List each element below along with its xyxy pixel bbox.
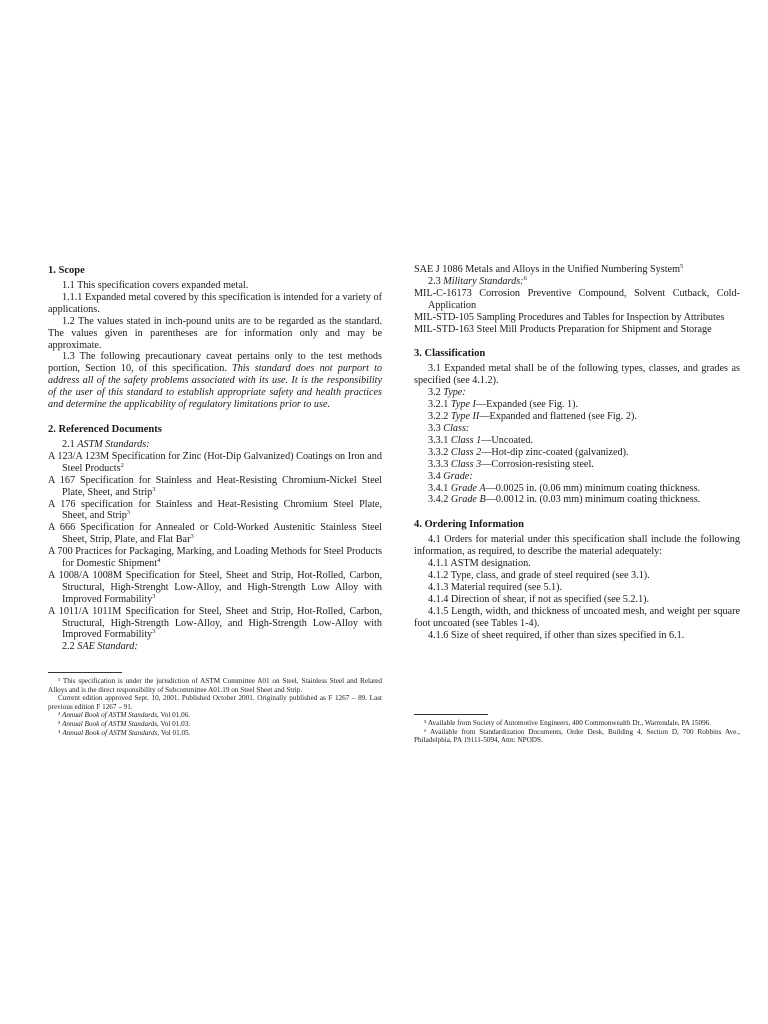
paragraph-3-2: 3.2 Type: xyxy=(428,387,466,399)
footnotes-left xyxy=(48,672,382,737)
paragraph-3-1: 3.1 Expanded metal shall be of the following types, classes, and grades as specified (see 4.1.2). xyxy=(414,363,740,387)
section-heading-ordering-information: 4. Ordering Information xyxy=(414,519,524,531)
paragraph-1-2: 1.2 The values stated in inch-pound units are to be regarded as the standard. The values given in parentheses are for information only and may be approximate. xyxy=(48,315,382,351)
ordering-item: 4.1.3 Material required (see 5.1). xyxy=(428,581,563,593)
sae-standard-label: 2.2 SAE Standard: xyxy=(62,641,138,653)
paragraph-3-2-1: 3.2.1 Type I—Expanded (see Fig. 1). xyxy=(428,399,579,411)
ordering-item: 4.1.6 Size of sheet required, if other than sizes specified in 6.1. xyxy=(428,629,685,641)
paragraph-3-3: 3.3 Class: xyxy=(428,422,470,434)
reference-item: A 167 Specification for Stainless and Heat-Resisting Chromium-Nickel Steel Plate, Sheet, and Strip$^3$ xyxy=(48,474,382,498)
footnote-divider xyxy=(48,672,122,673)
paragraph-3-3-1: 3.3.1 Class 1—Uncoated. xyxy=(428,434,533,446)
safety-caveat: This standard does not purport to address all of the safety problems associated with its use. It is the responsibility of the user of this standard to establish appropriate safety and health practices and determine the applicability of regulatory limitations prior to use. xyxy=(48,363,382,411)
paragraph-3-4: 3.4 Grade: xyxy=(428,470,473,482)
paragraph-1-3 xyxy=(48,351,382,411)
paragraph-3-4-1: 3.4.1 Grade A—0.0025 in. (0.06 mm) minimum coating thickness. xyxy=(428,482,701,494)
footnote-4: ⁴ Annual Book of ASTM Standards, Vol 01.05. xyxy=(58,728,191,737)
section-heading-referenced-documents: 2. Referenced Documents xyxy=(48,423,162,435)
military-standards-label: 2.3 Military Standards:$^6$ xyxy=(428,274,527,287)
military-reference-item: MIL-STD-163 Steel Mill Products Preparation for Shipment and Storage xyxy=(414,323,712,335)
paragraph-1-3-text: 1.3 The following precautionary caveat pertains only to the test methods portion, Section 10, of this specification. xyxy=(48,351,382,375)
left-column xyxy=(48,264,382,653)
footnote-6: ⁶ Available from Standardization Documents, Order Desk, Building 4, Section D, 700 Robbins Ave., Philadelphia, PA 19111-5094, Attn: NPODS. xyxy=(414,727,740,745)
footnotes-right xyxy=(414,714,740,745)
reference-item: A 700 Practices for Packaging, Marking, and Loading Methods for Steel Products for Domestic Shipment$^4$ xyxy=(48,546,382,570)
military-reference-item: MIL-C-16173 Corrosion Preventive Compound, Solvent Cutback, Cold-Application xyxy=(414,287,740,311)
astm-standards-label: 2.1 ASTM Standards: xyxy=(62,438,150,450)
paragraph-4-1: 4.1 Orders for material under this specification shall include the following information, as required, to describe the material adequately: xyxy=(414,534,740,558)
paragraph-3-3-2: 3.3.2 Class 2—Hot-dip zinc-coated (galvanized). xyxy=(428,446,629,458)
ordering-item: 4.1.1 ASTM designation. xyxy=(428,558,531,570)
ordering-item: 4.1.4 Direction of shear, if not as specified (see 5.2.1). xyxy=(428,593,650,605)
ordering-item: 4.1.2 Type, class, and grade of steel required (see 3.1). xyxy=(428,570,650,582)
reference-item: A 1008/A 1008M Specification for Steel, Sheet and Strip, Hot-Rolled, Carbon, Structural, High-Strenght Low-Alloy, and High-Strength Low Alloy with Improved Formability$^3$ xyxy=(48,569,382,605)
reference-item: A 123/A 123M Specification for Zinc (Hot-Dip Galvanized) Coatings on Iron and Steel Products$^2$ xyxy=(48,450,382,474)
footnote-divider xyxy=(414,714,488,715)
section-heading-scope: 1. Scope xyxy=(48,265,85,276)
footnote-1: ¹ This specification is under the jurisdiction of ASTM Committee A01 on Steel, Stainless Steel and Related Alloys and is the direct responsibility of Subcommittee A01.19 on Steel Sheet and Strip. xyxy=(48,677,382,694)
footnote-3: ³ Annual Book of ASTM Standards, Vol 01.03. xyxy=(58,719,191,728)
paragraph-3-4-2: 3.4.2 Grade B—0.0012 in. (0.03 mm) minimum coating thickness. xyxy=(428,494,701,506)
footnote-1-edition: Current edition approved Sept. 10, 2001. Published October 2001. Originally published as F 1267 – 89. Last previous edition F 1267 – 91. xyxy=(48,694,382,711)
paragraph-3-2-2: 3.2.2 Type II—Expanded and flattened (see Fig. 2). xyxy=(428,411,637,423)
military-reference-item: MIL-STD-105 Sampling Procedures and Tables for Inspection by Attributes xyxy=(414,311,725,323)
section-heading-classification: 3. Classification xyxy=(414,348,486,360)
reference-item: A 1011/A 1011M Specification for Steel, Sheet and Strip, Hot-Rolled, Carbon, Structural, High-Strength Low-Alloy, and High-Strength Low-Alloy with Improved Formability$^3$ xyxy=(48,605,382,641)
ordering-item: 4.1.5 Length, width, and thickness of uncoated mesh, and weight per square foot uncoated (see Tables 1-4). xyxy=(414,605,740,629)
sae-reference-item: SAE J 1086 Metals and Alloys in the Unified Numbering System$^5$ xyxy=(414,263,684,275)
footnote-5: ⁵ Available from Society of Automotive Engineers, 400 Commonwealth Dr., Warrendale, PA 15096. xyxy=(424,719,712,727)
paragraph-1-1-1: 1.1.1 Expanded metal covered by this specification is intended for a variety of applications. xyxy=(48,291,382,315)
right-column xyxy=(414,264,740,641)
paragraph-3-3-3: 3.3.3 Class 3—Corrosion-resisting steel. xyxy=(428,458,594,470)
reference-item: A 666 Specification for Annealed or Cold-Worked Austenitic Stainless Steel Sheet, Strip, Plate, and Flat Bar$^3$ xyxy=(48,522,382,546)
paragraph-1-1: 1.1 This specification covers expanded metal. xyxy=(62,280,249,291)
reference-item: A 176 specification for Stainless and Heat-Resisting Chromium Steel Plate, Sheet, and Strip$^3$ xyxy=(48,498,382,522)
footnote-2: ² Annual Book of ASTM Standards, Vol 01.06. xyxy=(58,711,191,720)
